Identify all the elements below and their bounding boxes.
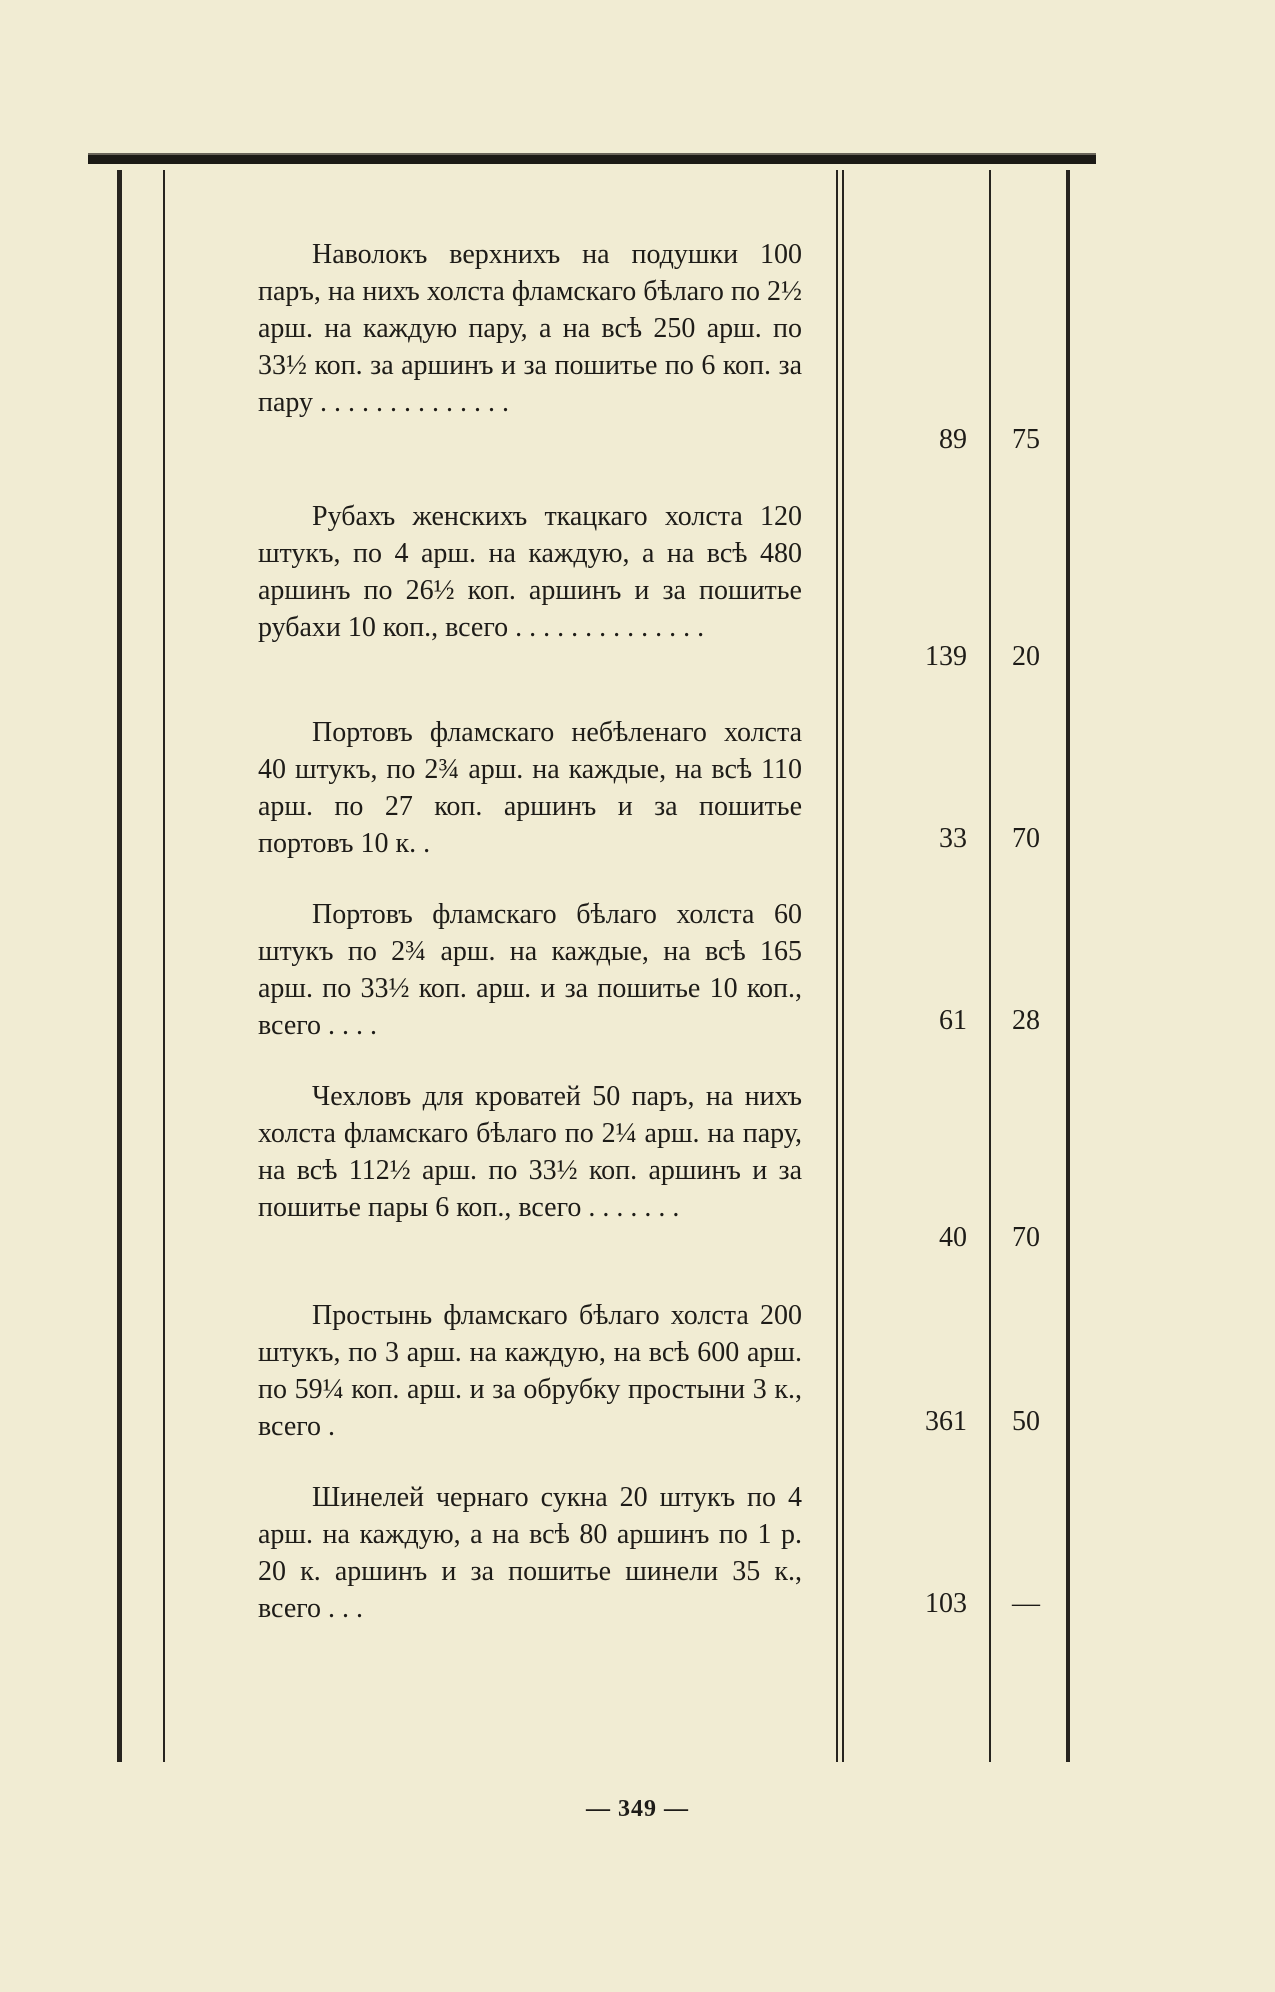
- column-rule-kopecks-left: [989, 170, 991, 1762]
- top-rule: [88, 155, 1096, 164]
- entry-kopecks: 28: [1012, 1005, 1040, 1036]
- entry-description: Портовъ фламскаго бѣлаго холста 60 штукъ по 2¾ арш. на каждые, на всѣ 165 арш. по 33½ коп. арш. и за пошитье 10 коп., всего . . . .: [258, 899, 802, 1041]
- entry-kopecks: 75: [1012, 424, 1040, 455]
- entry-description: Наволокъ верхнихъ на подушки 100 паръ, на нихъ холста фламскаго бѣлаго по 2½ арш. на каждую пару, а на всѣ 250 арш. по 33½ коп. за аршинъ и за пошитье по 6 коп. за пару . . . . . . . . . . . . . .: [258, 239, 802, 418]
- entry-rubles: 33: [939, 823, 967, 854]
- entry-rubles: 89: [939, 424, 967, 455]
- entry-description: Шинелей чернаго сукна 20 штукъ по 4 арш. на каждую, а на всѣ 80 аршинъ по 1 р. 20 к. аршинъ и за пошитье шинели 35 к., всего . . .: [258, 1482, 802, 1624]
- page-number: — 349 —: [586, 1796, 689, 1822]
- entry-kopecks: 70: [1012, 1222, 1040, 1253]
- column-rule-text-right: [836, 170, 838, 1762]
- column-rule-rubles-left: [842, 170, 844, 1762]
- entry-kopecks: 20: [1012, 641, 1040, 672]
- entry-rubles: 61: [939, 1005, 967, 1036]
- column-rule-outer-right: [1066, 170, 1070, 1762]
- entry-kopecks: —: [1012, 1588, 1040, 1619]
- entry-rubles: 40: [939, 1222, 967, 1253]
- entry-description: Простынь фламскаго бѣлаго холста 200 штукъ, по 3 арш. на каждую, на всѣ 600 арш. по 59¼ коп. арш. и за обрубку простыни 3 к., всего .: [258, 1300, 802, 1442]
- entry-description: Чехловъ для кроватей 50 паръ, на нихъ холста фламскаго бѣлаго по 2¼ арш. на пару, на всѣ 112½ арш. по 33½ коп. аршинъ и за пошитье пары 6 коп., всего . . . . . . .: [258, 1081, 802, 1223]
- entry-rubles: 103: [925, 1588, 967, 1619]
- entry-description: Рубахъ женскихъ ткацкаго холста 120 штукъ, по 4 арш. на каждую, а на всѣ 480 аршинъ по 26½ коп. аршинъ и за пошитье рубахи 10 коп., всего . . . . . . . . . . . . . .: [258, 501, 802, 643]
- entry-kopecks: 70: [1012, 823, 1040, 854]
- column-rule-outer-left: [117, 170, 122, 1762]
- entry-description: Портовъ фламскаго небѣленаго холста 40 штукъ, по 2¾ арш. на каждые, на всѣ 110 арш. по 27 коп. аршинъ и за пошитье портовъ 10 к. .: [258, 717, 802, 859]
- entry-kopecks: 50: [1012, 1406, 1040, 1437]
- column-rule-margin: [163, 170, 165, 1762]
- entry-rubles: 139: [925, 641, 967, 672]
- entry-rubles: 361: [925, 1406, 967, 1437]
